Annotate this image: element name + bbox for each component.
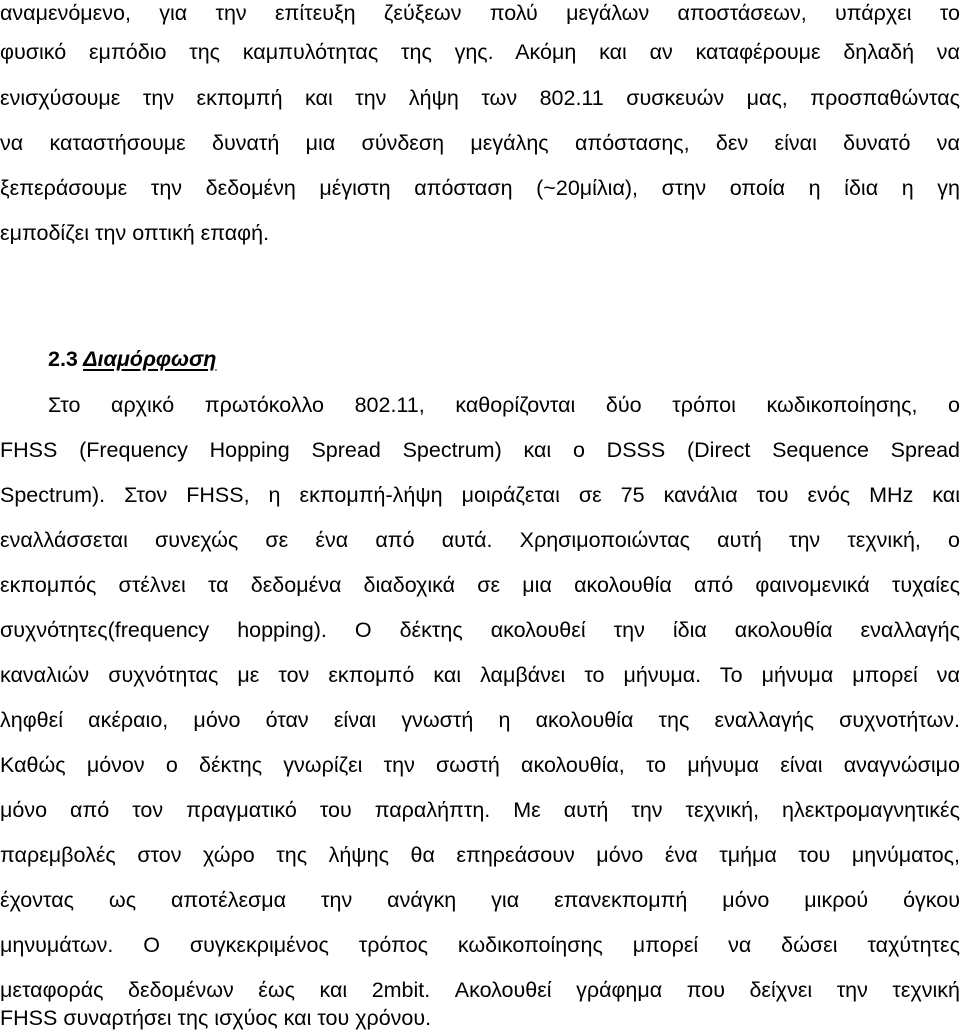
paragraph-1-line: ξεπεράσουμε την δεδομένη μέγιστη απόσταση (~20μίλια), στην οποία η ίδια η γη xyxy=(0,176,960,200)
section-heading xyxy=(48,346,216,372)
paragraph-2-line: Spectrum). Στον FHSS, η εκπομπή-λήψη μοιράζεται σε 75 κανάλια του ενός MHz και xyxy=(0,483,960,507)
paragraph-2-line: μηνυμάτων. Ο συγκεκριμένος τρόπος κωδικοποίησης μπορεί να δώσει ταχύτητες xyxy=(0,933,960,957)
paragraph-1-line: αναμενόμενο, για την επίτευξη ζεύξεων πολύ μεγάλων αποστάσεων, υπάρχει το xyxy=(0,1,960,25)
paragraph-2-line: εναλλάσσεται συνεχώς σε ένα από αυτά. Χρησιμοποιώντας αυτή την τεχνική, ο xyxy=(0,528,960,552)
paragraph-1-line: να καταστήσουμε δυνατή μια σύνδεση μεγάλης απόστασης, δεν είναι δυνατό να xyxy=(0,131,960,155)
paragraph-2-line: FHSS (Frequency Hopping Spread Spectrum) και ο DSSS (Direct Sequence Spread xyxy=(0,438,960,462)
paragraph-2-line: μόνο από τον πραγματικό του παραλήπτη. Με αυτή την τεχνική, ηλεκτρομαγνητικές xyxy=(0,798,960,822)
paragraph-2-line: Στο αρχικό πρωτόκολλο 802.11, καθορίζονται δύο τρόποι κωδικοποίησης, ο xyxy=(48,393,960,417)
paragraph-2-line: έχοντας ως αποτέλεσμα την ανάγκη για επανεκπομπή μόνο μικρού όγκου xyxy=(0,888,960,912)
paragraph-1-line: ενισχύσουμε την εκπομπή και την λήψη των 802.11 συσκευών μας, προσπαθώντας xyxy=(0,86,960,110)
paragraph-2-line: FHSS συναρτήσει της ισχύος και του χρόνου. xyxy=(0,1006,432,1030)
paragraph-2-line: συχνότητες(frequency hopping). Ο δέκτης ακολουθεί την ίδια ακολουθία εναλλαγής xyxy=(0,618,960,642)
paragraph-1-line: φυσικό εμπόδιο της καμπυλότητας της γης. Ακόμη και αν καταφέρουμε δηλαδή να xyxy=(0,40,960,64)
paragraph-2-line: Καθώς μόνον ο δέκτης γνωρίζει την σωστή ακολουθία, το μήνυμα είναι αναγνώσιμο xyxy=(0,753,960,777)
paragraph-2-line: καναλιών συχνότητας με τον εκπομπό και λαμβάνει το μήνυμα. Το μήνυμα μπορεί να xyxy=(0,663,960,687)
section-number: 2.3 xyxy=(48,347,78,371)
section-title: Διαμόρφωση xyxy=(83,347,217,371)
paragraph-1-line: εμποδίζει την οπτική επαφή. xyxy=(0,221,270,245)
paragraph-2-line: εκπομπός στέλνει τα δεδομένα διαδοχικά σε μια ακολουθία από φαινομενικά τυχαίες xyxy=(0,573,960,597)
paragraph-2-line: μεταφοράς δεδομένων έως και 2mbit. Ακολουθεί γράφημα που δείχνει την τεχνική xyxy=(0,978,960,1002)
paragraph-2-line: παρεμβολές στον χώρο της λήψης θα επηρεάσουν μόνο ένα τμήμα του μηνύματος, xyxy=(0,843,960,867)
paragraph-2-line: ληφθεί ακέραιο, μόνο όταν είναι γνωστή η ακολουθία της εναλλαγής συχνοτήτων. xyxy=(0,708,960,732)
